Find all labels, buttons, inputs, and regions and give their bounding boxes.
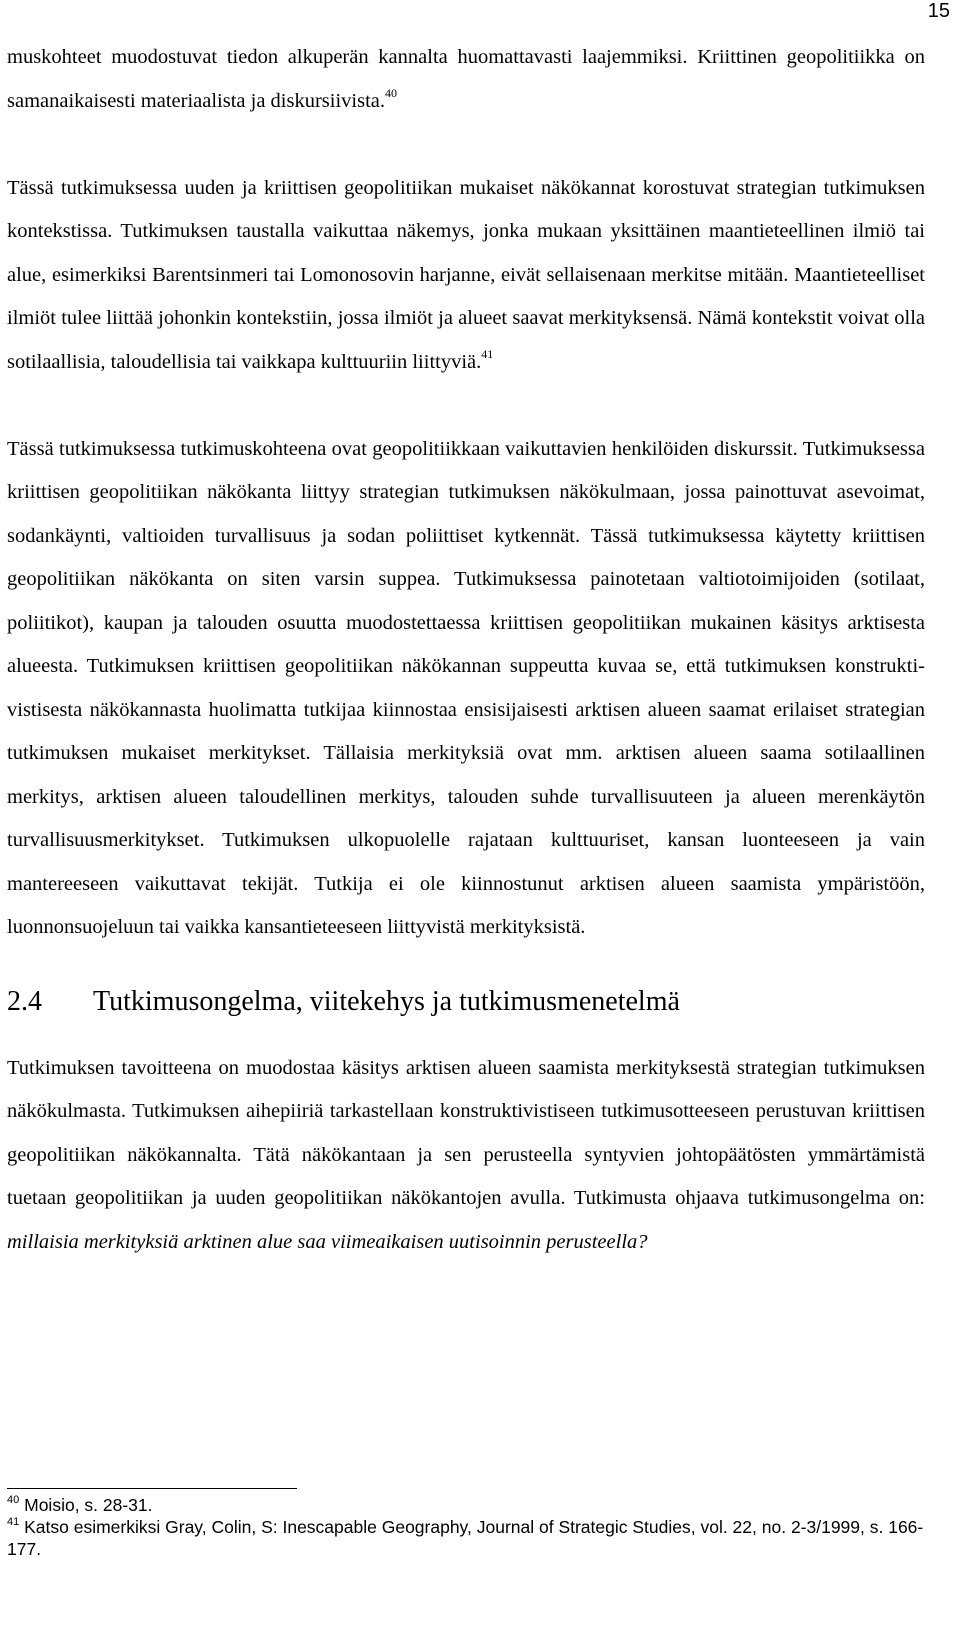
paragraph-3: Tässä tutkimuksessa tutkimuskohteena ovat geopolitiikkaan vaikuttavien henkilöiden diskurssit. Tutkimuksessa kriittisen geopolitiikan näkökanta liittyy strategian tutkimuksen näkökulmaan, jossa painottuvat asevoimat, sodankäynti, valtioiden turvallisuus ja sodan poliittiset kytkennät. Tässä tutkimuksessa käytetty kriittisen geopolitiikan näkökanta on siten varsin suppea. Tutkimuksessa painotetaan valtiotoimijoiden (sotilaat, poliitikot), kaupan ja talouden osuutta muodostettaessa kriittisen geopolitiikan mukainen käsitys arktisesta alueesta. Tutkimuksen kriittisen geopolitiikan näkökannan suppeutta kuvaa se, että tutkimuksen konstruktivistisesta näkökannasta huolimatta tutkijaa kiinnostaa ensisijaisesti arktisen alueen saamat erilaiset strategian tutkimuksen mukaiset merkitykset. Tällaisia merkityksiä ovat mm. arktisen alueen saama sotilaallinen merkitys, arktisen alueen taloudellinen merkitys, talouden suhde turvallisuuteen ja alueen merenkäytön turvallisuusmerkitykset. Tutkimuksen ulkopuolelle rajataan kulttuuriset, kansan luonteeseen ja vain mantereeseen vaikuttavat tekijät. Tutkija ei ole kiinnostunut arktisen alueen saamista ympäristöön, luonnonsuojeluun tai vaikka kansantieteeseen liittyvistä merkityksistä. [7,437,925,938]
section-number: 2.4 [7,985,42,1017]
footnote-ref-40: 40 [385,85,398,100]
section-heading [7,984,925,1020]
research-question: millaisia merkityksiä arktinen alue saa viimeaikaisen uutisoinnin perusteella? [7,1230,648,1253]
footnotes [7,1494,925,1560]
section-title: Tutkimusongelma, viitekehys ja tutkimusmenetelmä [93,985,680,1017]
footnote-40 [7,1494,925,1516]
paragraph-4 [7,1047,925,1265]
paragraph-4-text: Tutkimuksen tavoitteena on muodostaa käsitys arktisen alueen saamista merkityksestä strategian tutkimuksen näkökulmasta. Tutkimuksen aihepiiriä tarkastellaan konstruktivistiseen tutkimusotteeseen perustuvan kriittisen geopolitiikan näkökannalta. Tätä näkökantaan ja sen perusteella syntyvien johtopäätösten ymmärtämistä tuetaan geopolitiikan ja uuden geopolitiikan näkökantojen avulla. Tutkimusta ohjaava tutkimusongelma on: [7,1056,925,1209]
page-number: 15 [927,0,950,22]
footnote-ref-41: 41 [481,346,494,361]
paragraph-2-text: Tässä tutkimuksessa uuden ja kriittisen geopolitiikan mukaiset näkökannat korostuvat strategian tutkimuksen kontekstissa. Tutkimuksen taustalla vaikuttaa näkemys, jonka mukaan yksittäinen maantieteellinen ilmiö tai alue, esimerkiksi Barentsinmeri tai Lomonosovin harjanne, eivät sellaisenaan merkitse mitään. Maantieteelliset ilmiöt tulee liittää johonkin kontekstiin, jossa ilmiöt ja alueet saavat merkityksensä. Nämä kontekstit voivat olla sotilaallisia, taloudellisia tai vaikkapa kulttuuriin liittyviä. [7,176,925,373]
paragraph-1-text: muskohteet muodostuvat tiedon alkuperän kannalta huomattavasti laajemmiksi. Kriittinen geopolitiikka on samanaikaisesti materiaalista ja diskursiivista. [7,46,925,112]
paragraph-1 [7,36,925,123]
footnote-text: Katso esimerkiksi Gray, Colin, S: Inescapable Geography, Journal of Strategic Studies, vol. 22, no. 2-3/1999, s. 166-177. [7,1517,924,1559]
footnote-41 [7,1516,925,1560]
footnote-divider [7,1488,297,1489]
paragraph-2 [7,167,925,385]
footnote-number: 40 [7,1494,20,1507]
document-body [7,36,925,1264]
footnote-number: 41 [7,1516,20,1529]
footnote-text: Moisio, s. 28-31. [24,1495,153,1515]
